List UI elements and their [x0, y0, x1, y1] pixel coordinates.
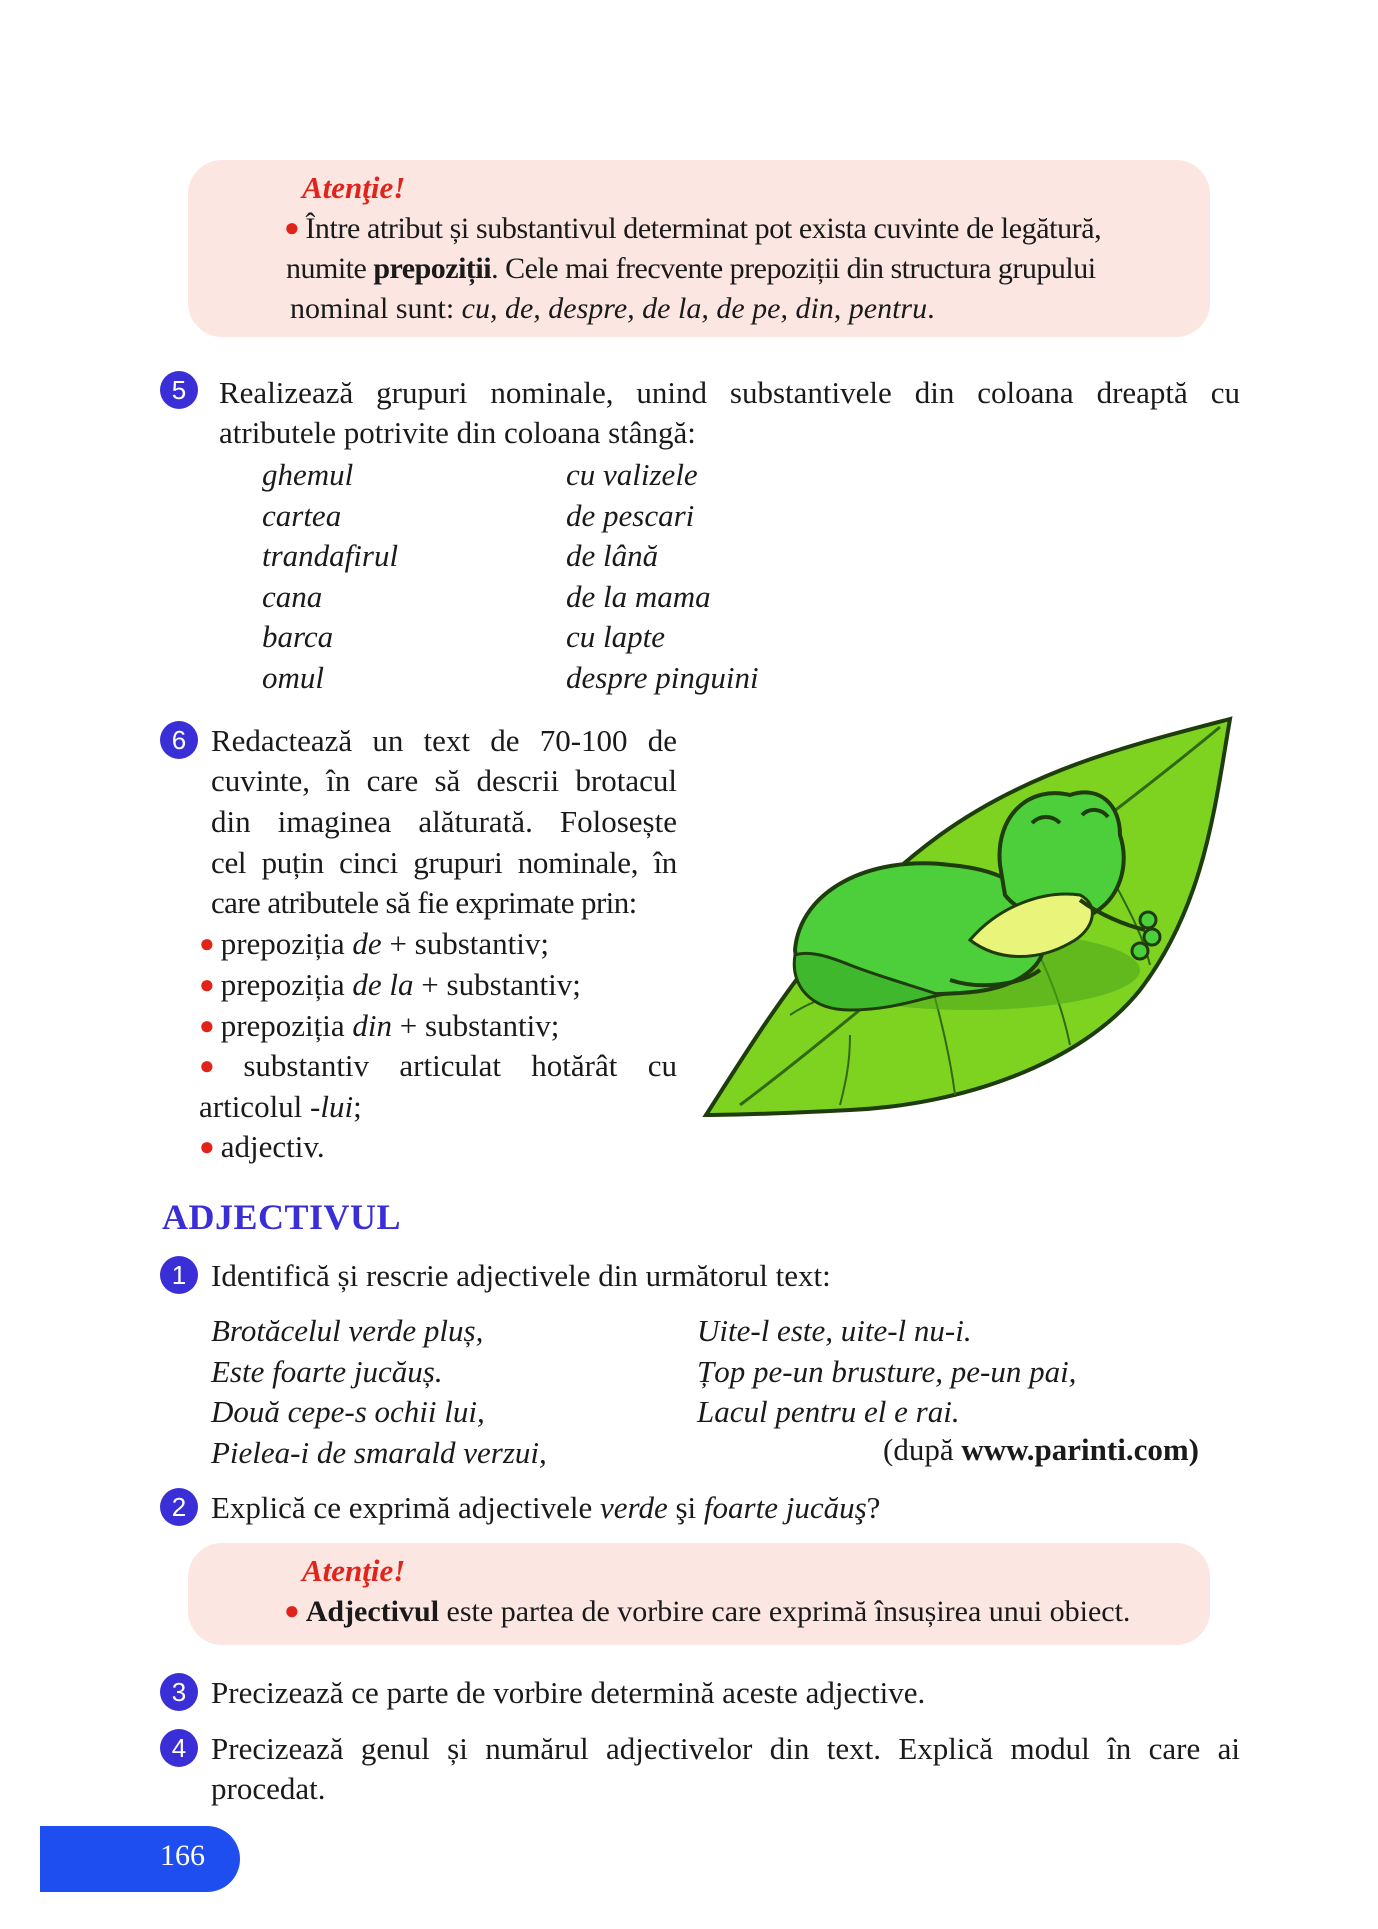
- note-adjective-definition: ● Adjectivul este partea de vorbire care exprimă însușirea unui obiect.: [284, 1595, 1131, 1628]
- note-title: Atenţie!: [302, 170, 406, 205]
- bullet-item-5: ● adjectiv.: [199, 1129, 325, 1164]
- poem-line: Două cepe-s ochii lui,: [211, 1394, 485, 1430]
- noun-item: trandafirul: [262, 538, 399, 574]
- poem-source: (după www.parinti.com): [883, 1432, 1199, 1467]
- exercise-4-line-2: procedat.: [211, 1771, 326, 1806]
- note-title: Atenţie!: [302, 1553, 406, 1588]
- poem-left-column: [211, 1311, 547, 1473]
- noun-item: cana: [262, 578, 323, 614]
- frog-on-leaf-icon: [700, 715, 1235, 1130]
- exercise-1-text: Identifică și rescrie adjectivele din următorul text:: [211, 1258, 831, 1293]
- exercise-5-line-1: Realizează grupuri nominale, unind substantivele din coloana dreaptă cu: [219, 375, 1240, 410]
- bullet-icon: ●: [199, 970, 215, 999]
- bullet-item-4-continued: articolul -lui;: [199, 1089, 362, 1124]
- bullet-item-2: ● prepoziția de la + substantiv;: [199, 967, 581, 1002]
- note-line-1: ● Între atribut și substantivul determinat pot exista cuvinte de legătură,: [284, 212, 1102, 245]
- exercise-number-2: 2: [160, 1488, 198, 1526]
- noun-item: cartea: [262, 497, 342, 533]
- noun-item: omul: [262, 659, 324, 695]
- exercise-number-6: 6: [160, 721, 198, 759]
- bullet-item-4: ● substantiv articulat hotărât cu: [199, 1048, 677, 1083]
- poem-right-column: [697, 1311, 1076, 1433]
- bullet-item-3: ● prepoziția din + substantiv;: [199, 1008, 560, 1043]
- nouns-column: [262, 455, 398, 699]
- bullet-icon: ●: [199, 929, 215, 958]
- poem-line: Lacul pentru el e rai.: [697, 1394, 960, 1430]
- bullet-icon: ●: [199, 1051, 238, 1080]
- exercise-6-line-2: cuvinte, în care să descrii brotacul: [211, 763, 677, 798]
- poem-line: Uite-l este, uite-l nu-i.: [697, 1313, 972, 1348]
- exercise-5-line-2: atributele potrivite din coloana stângă:: [219, 415, 696, 450]
- exercise-6-line-4: cel puțin cinci grupuri nominale, în: [211, 845, 677, 880]
- attributes-column: [566, 455, 759, 699]
- note-line-2: numite prepoziții. Cele mai frecvente prepoziții din structura grupului: [286, 252, 1096, 285]
- exercise-number-4: 4: [160, 1729, 198, 1767]
- bullet-icon: ●: [284, 213, 300, 242]
- bullet-item-1: ● prepoziția de + substantiv;: [199, 926, 550, 961]
- page-number-tab: [40, 1826, 240, 1892]
- exercise-6-line-3: din imaginea alăturată. Folosește: [211, 804, 677, 839]
- attribute-item: cu lapte: [566, 619, 665, 655]
- section-heading: ADJECTIVUL: [162, 1197, 402, 1237]
- noun-item: barca: [262, 619, 334, 655]
- noun-item: ghemul: [262, 457, 354, 492]
- attribute-item: despre pinguini: [566, 659, 759, 695]
- attribute-item: de lână: [566, 538, 659, 574]
- exercise-number-3: 3: [160, 1673, 198, 1711]
- exercise-number-5: 5: [160, 371, 198, 409]
- attribute-item: de la mama: [566, 578, 711, 614]
- page-number: 166: [160, 1839, 205, 1872]
- poem-line: Pielea-i de smarald verzui,: [211, 1434, 547, 1470]
- exercise-4-line-1: Precizează genul și numărul adjectivelor din text. Explică modul în care ai: [211, 1731, 1240, 1766]
- bullet-icon: ●: [199, 1011, 215, 1040]
- attribute-item: de pescari: [566, 497, 695, 533]
- bullet-icon: ●: [284, 1596, 300, 1625]
- exercise-6-line-5: care atributele să fie exprimate prin:: [211, 885, 637, 920]
- bullet-icon: ●: [199, 1132, 215, 1161]
- attribute-item: cu valizele: [566, 457, 698, 492]
- exercise-number-1: 1: [160, 1256, 198, 1294]
- exercise-2-text: Explică ce exprimă adjectivele verde şi foarte jucăuş?: [211, 1490, 881, 1525]
- poem-line: Brotăcelul verde pluș,: [211, 1313, 484, 1348]
- poem-line: Țop pe-un brusture, pe-un pai,: [697, 1353, 1077, 1389]
- exercise-6-line-1: Redactează un text de 70-100 de: [211, 723, 677, 758]
- poem-line: Este foarte jucăuș.: [211, 1353, 443, 1389]
- exercise-3-text: Precizează ce parte de vorbire determină aceste adjective.: [211, 1675, 926, 1710]
- note-line-3: nominal sunt: cu, de, despre, de la, de pe, din, pentru.: [290, 292, 935, 325]
